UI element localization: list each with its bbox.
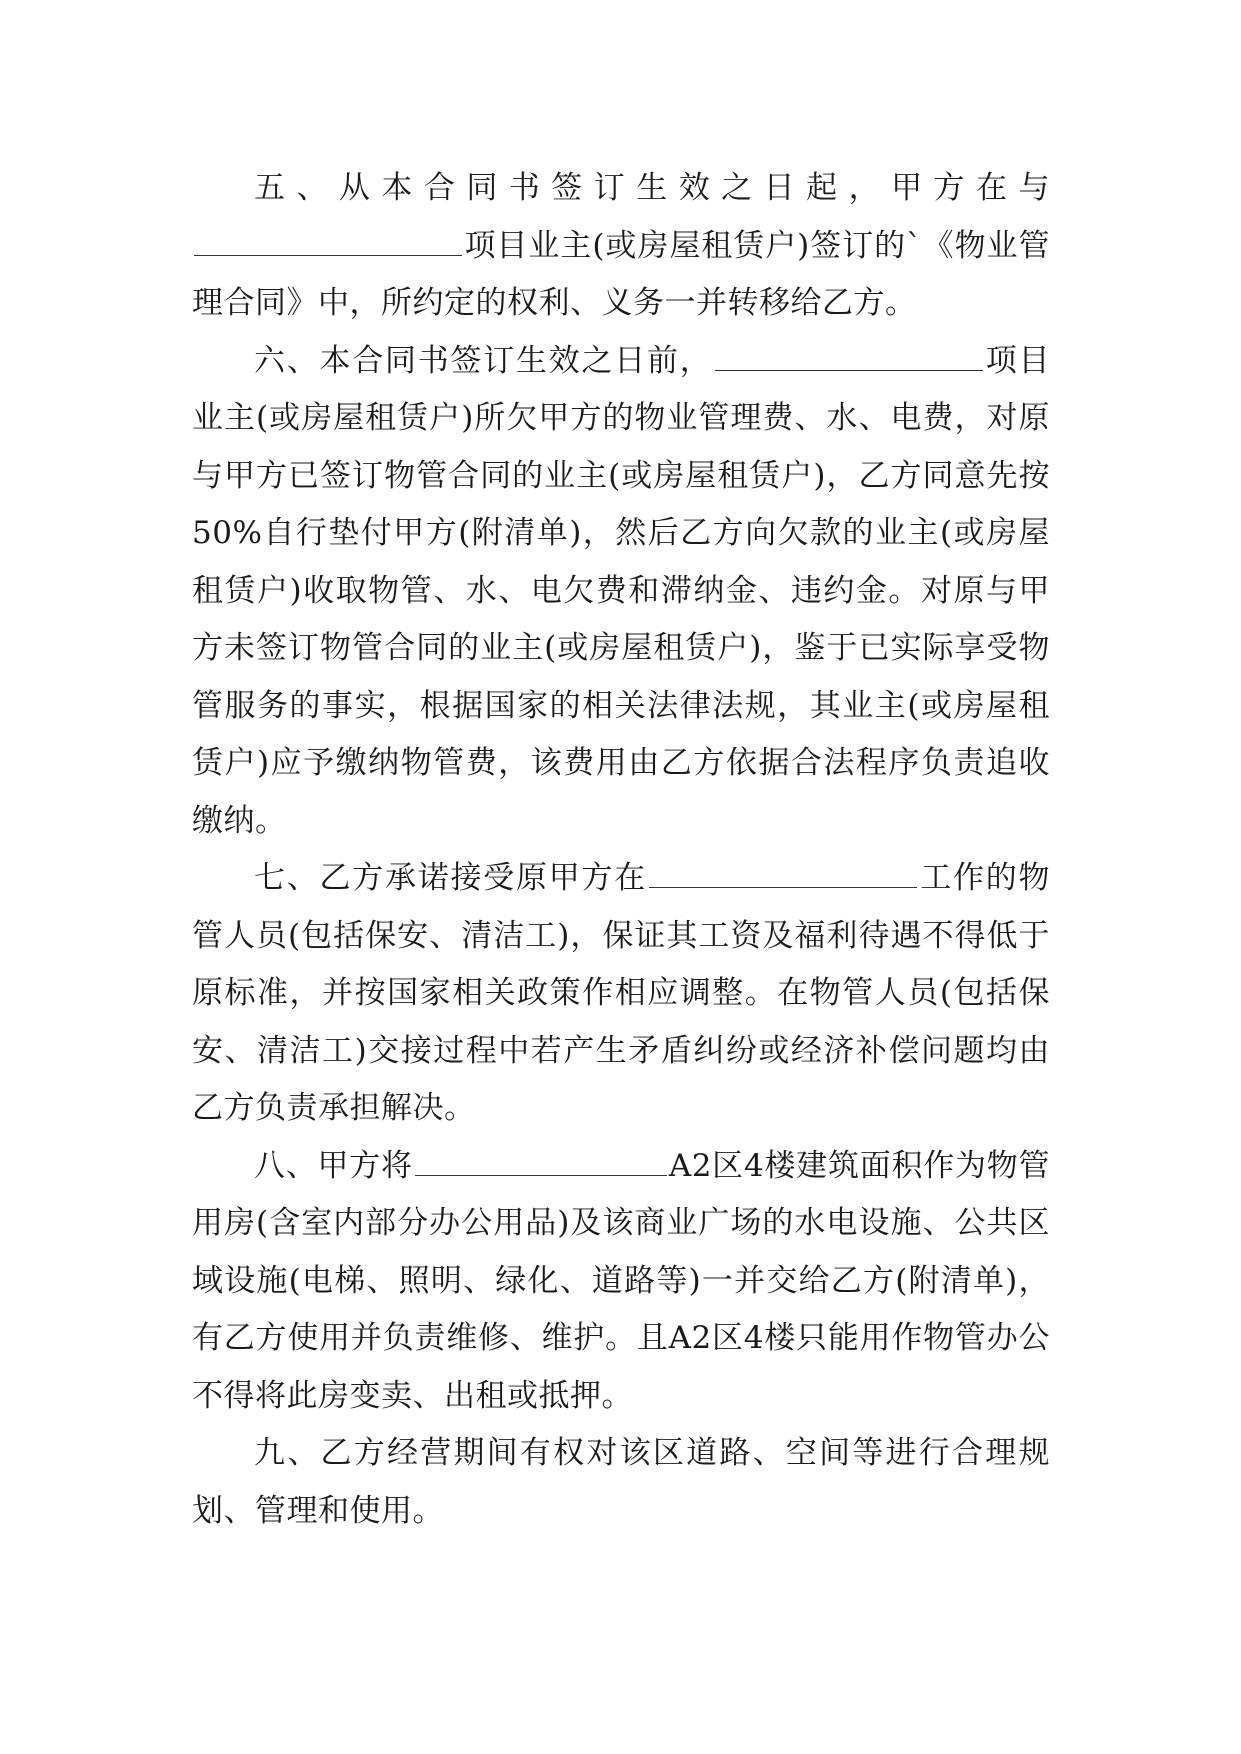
clause-5 [192, 160, 1050, 333]
clause-7-blank-field [649, 861, 917, 888]
document-body [192, 160, 1050, 1540]
clause-5-text-after: 项目业主(或房屋租赁户)签订的`《物业管理合同》中，所约定的权利、义务一并转移给乙方。 [192, 227, 1050, 321]
clause-7-text-after: 工作的物管人员(包括保安、清洁工)，保证其工资及福利待遇不得低于原标准，并按国家相关政策作相应调整。在物管人员(包括保安、清洁工)交接过程中若产生矛盾纠纷或经济补偿问题均由乙方负责承担解决。 [192, 860, 1050, 1126]
clause-8-text-before: 八、甲方将 [254, 1147, 413, 1184]
clause-6-text-after: 项目业主(或房屋租赁户)所欠甲方的物业管理费、水、电费，对原与甲方已签订物管合同的业主(或房屋租赁户)，乙方同意先按50%自行垫付甲方(附清单)，然后乙方向欠款的业主(或房屋租赁户)收取物管、水、电欠费和滞纳金、违约金。对原与甲方未签订物管合同的业主(或房屋租赁户)，鉴于已实际享受物管服务的事实，根据国家的相关法律法规，其业主(或房屋租赁户)应予缴纳物管费，该费用由乙方依据合法程序负责追收缴纳。 [192, 342, 1050, 839]
clause-9 [192, 1425, 1050, 1540]
clause-5-text-before: 五、从本合同书签订生效之日起，甲方在与 [254, 170, 1050, 206]
clause-7 [192, 850, 1050, 1138]
clause-5-blank-field [194, 229, 462, 256]
clause-8-blank-field [415, 1149, 667, 1176]
clause-8 [192, 1138, 1050, 1426]
clause-7-text-before: 七、乙方承诺接受原甲方在 [254, 860, 647, 896]
clause-9-text: 九、乙方经营期间有权对该区道路、空间等进行合理规划、管理和使用。 [192, 1435, 1050, 1529]
clause-6 [192, 333, 1050, 851]
clause-6-text-before: 六、本合同书签订生效之日前， [254, 342, 713, 379]
clause-8-text-after: A2区4楼建筑面积作为物管用房(含室内部分办公用品)及该商业广场的水电设施、公共区域设施(电梯、照明、绿化、道路等)一并交给乙方(附清单)，有乙方使用并负责维修、维护。且A2区4楼只能用作物管办公不得将此房变卖、出租或抵押。 [192, 1147, 1051, 1414]
clause-6-blank-field [715, 344, 983, 371]
